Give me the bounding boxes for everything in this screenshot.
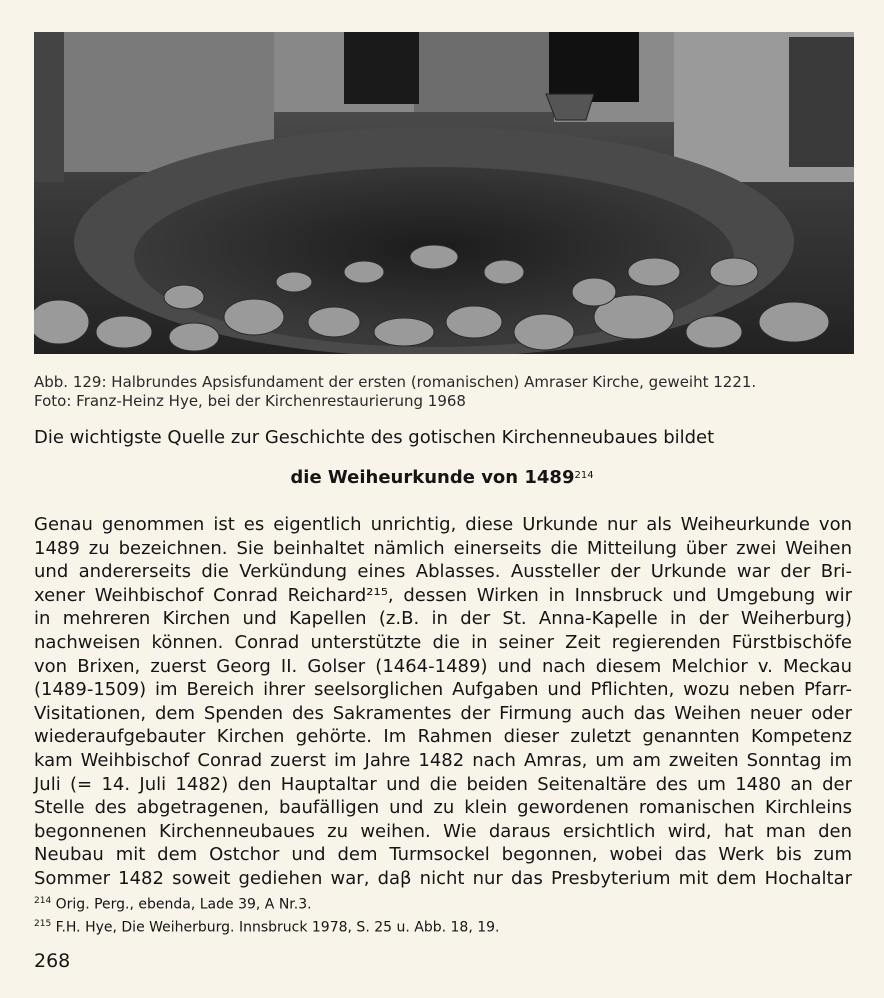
body-line: Neubau mit dem Ostchor und dem Turmsockel begonnen, wobei das Werk bis zum — [34, 844, 852, 866]
footnote-text: Orig. Perg., ebenda, Lade 39, A Nr.3. — [55, 896, 312, 913]
body-line: (1489-1509) im Bereich ihrer seelsorglichen Aufgaben und Pflichten, wozu neben Pfarr- — [34, 679, 852, 701]
footnote-text: F.H. Hye, Die Weiherburg. Innsbruck 1978, S. 25 u. Abb. 18, 19. — [55, 919, 500, 936]
body-text — [34, 513, 852, 891]
heading-footnote-ref: 214 — [574, 470, 594, 481]
body-line: und andererseits die Verkündung eines Ablasses. Aussteller der Urkunde war der Bri- — [34, 561, 852, 583]
body-line: Stelle des abgetragenen, baufälligen und zu klein gewordenen romanischen Kirchleins — [34, 797, 852, 819]
body-line: kam Weihbischof Conrad zuerst im Jahre 1482 nach Amras, um am zweiten Sonntag im — [34, 749, 852, 771]
caption-line-2: Foto: Franz-Heinz Hye, bei der Kirchenrestaurierung 1968 — [34, 392, 466, 410]
excavation-photo — [34, 32, 854, 354]
heading-text: die Weiheurkunde von 1489 — [290, 467, 575, 488]
body-line: Visitationen, dem Spenden des Sakramentes der Firmung auch das Weihen neuer oder — [34, 702, 852, 724]
body-line: nachweisen können. Conrad unterstützte die in seiner Zeit regierenden Fürstbischöfe — [34, 631, 852, 653]
footnote-number: 215 — [34, 918, 52, 929]
footnotes — [34, 892, 854, 937]
body-line: xener Weihbischof Conrad Reichard²¹⁵, dessen Wirken in Innsbruck und Umgebung wir — [34, 584, 852, 606]
page-number: 268 — [34, 950, 71, 972]
body-line: 1489 zu bezeichnen. Sie beinhaltet nämlich einerseits die Mitteilung über zwei Weihen — [34, 537, 852, 559]
footnote-number: 214 — [34, 896, 52, 906]
body-line: begonnenen Kirchenneubaues zu weihen. Wie daraus ersichtlich wird, hat man den — [34, 820, 852, 842]
body-line: Juli (= 14. Juli 1482) den Hauptaltar und die beiden Seitenaltäre des um 1480 an der — [34, 773, 852, 795]
intro-sentence: Die wichtigste Quelle zur Geschichte des gotischen Kirchenneubaues bildet — [34, 427, 715, 448]
figure-caption — [34, 373, 854, 411]
footnote-215 — [34, 915, 854, 938]
section-heading — [0, 466, 884, 490]
apse-foundation-image — [34, 32, 854, 354]
caption-line-1: Abb. 129: Halbrundes Apsisfundament der ersten (romanischen) Amraser Kirche, geweiht 1221. — [34, 373, 757, 391]
body-line: in mehreren Kirchen und Kapellen (z.B. in der St. Anna-Kapelle in der Weiherburg) — [34, 608, 852, 630]
footnote-214 — [34, 892, 854, 915]
body-line: Sommer 1482 soweit gediehen war, daβ nicht nur das Presbyterium mit dem Hochaltar — [34, 867, 852, 889]
body-line: wiederaufgebauter Kirchen gehörte. Im Rahmen dieser zuletzt genannten Kompetenz — [34, 726, 852, 748]
body-line: Genau genommen ist es eigentlich unrichtig, diese Urkunde nur als Weiheurkunde von — [34, 514, 852, 535]
body-line: von Brixen, zuerst Georg II. Golser (1464-1489) und nach diesem Melchior v. Meckau — [34, 655, 852, 677]
